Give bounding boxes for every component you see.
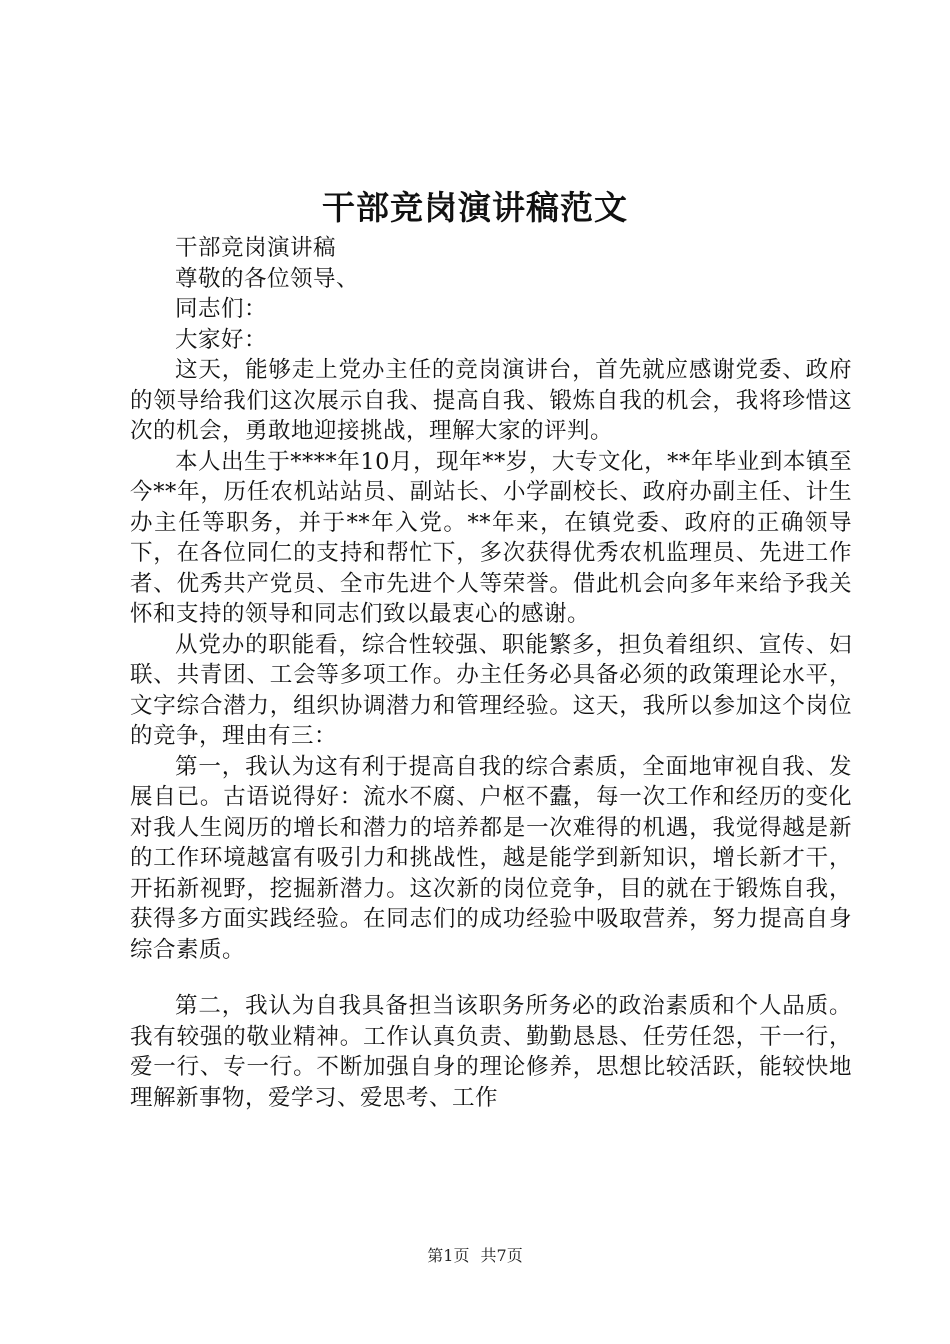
body-paragraph: 本人出生于****年10月，现年**岁，大专文化，**年毕业到本镇至今**年，历任农机站站员、副站长、小学副校长、政府办副主任、计生办主任等职务，并于**年入党。**年来，在镇党委、政府的正确领导下，在各位同仁的支持和帮忙下，多次获得优秀农机监理员、先进工作者、优秀共产党员、全市先进个人等荣誉。借此机会向多年来给予我关怀和支持的领导和同志们致以最衷心的感谢。 [130, 448, 852, 627]
page-footer [0, 1244, 950, 1268]
body-paragraph: 干部竞岗演讲稿 [175, 235, 337, 261]
body-paragraph: 尊敬的各位领导、 [175, 265, 360, 292]
body-paragraph: 第二，我认为自我具备担当该职务所务必的政治素质和个人品质。我有较强的敬业精神。工作认真负责、勤勤恳恳、任劳任怨，干一行，爱一行、专一行。不断加强自身的理论修养，思想比较活跃，能较快地理解新事物，爱学习、爱思考、工作 [130, 993, 852, 1111]
body-paragraph: 第一，我认为这有利于提高自我的综合素质，全面地审视自我、发展自已。古语说得好：流水不腐、户枢不蠹，每一次工作和经历的变化对我人生阅历的增长和潜力的培养都是一次难得的机遇，我觉得越是新的工作环境越富有吸引力和挑战性，越是能学到新知识，增长新才干，开拓新视野，挖掘新潜力。这次新的岗位竞争，目的就在于锻炼自我，获得多方面实践经验。在同志们的成功经验中吸取营养，努力提高自身综合素质。 [130, 753, 852, 963]
page-total: 共7页 [480, 1246, 523, 1265]
page-number: 第1页 [427, 1246, 470, 1265]
body-paragraph: 这天，能够走上党办主任的竞岗演讲台，首先就应感谢党委、政府的领导给我们这次展示自我、提高自我、锻炼自我的机会，我将珍惜这次的机会，勇敢地迎接挑战，理解大家的评判。 [130, 357, 852, 444]
document-title: 干部竞岗演讲稿范文 [322, 188, 628, 227]
body-paragraph: 同志们： [175, 296, 268, 322]
document-body [130, 233, 852, 1113]
body-paragraph: 从党办的职能看，综合性较强、职能繁多，担负着组织、宣传、妇联、共青团、工会等多项工作。办主任务必具备必须的政策理论水平，文字综合潜力，组织协调潜力和管理经验。这天，我所以参加这个岗位的竞争，理由有三： [130, 631, 852, 749]
body-paragraph: 大家好： [175, 326, 268, 353]
